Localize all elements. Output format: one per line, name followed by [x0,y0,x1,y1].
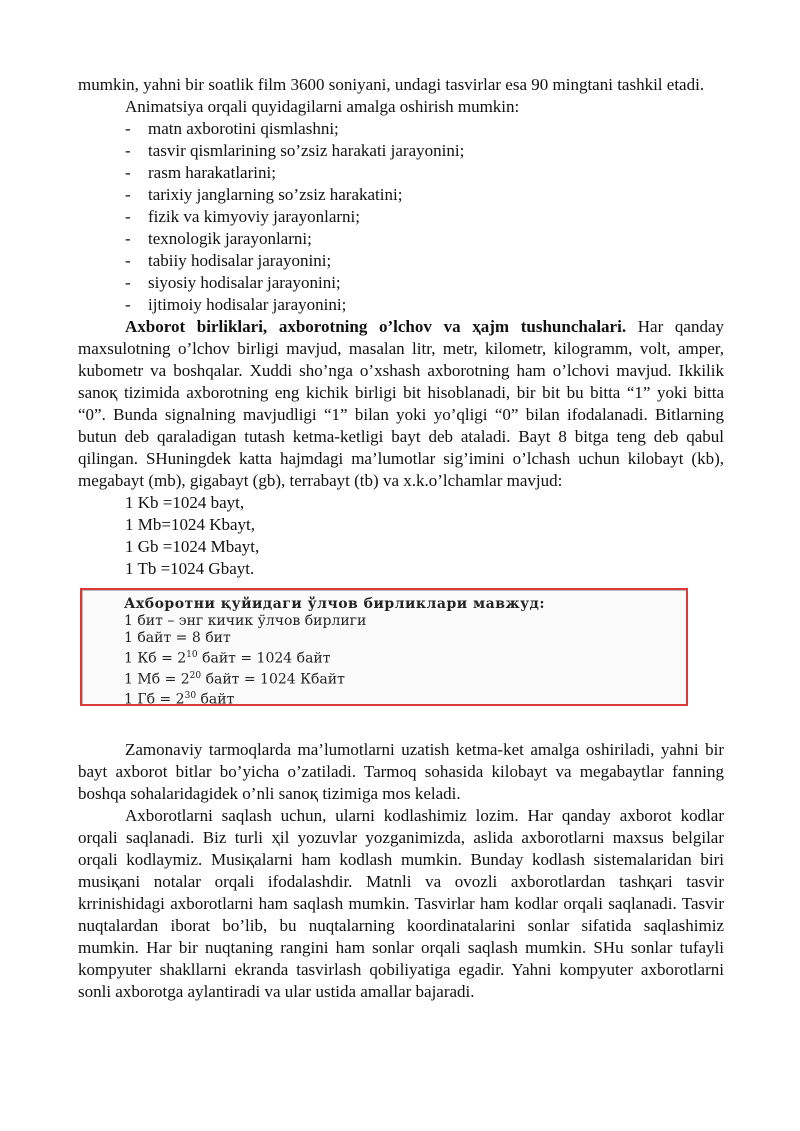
unit-line: 1 Kb =1024 bayt, [125,493,245,512]
list-item: - tarixiy janglarning so’zsiz harakatini; [125,185,403,204]
figure-line: 1 Гб = $2^{30}$ байт [124,691,235,708]
list-item: - tasvir qismlarining so’zsiz harakati jarayonini; [125,141,465,160]
dash-bullet-icon: - [125,119,131,138]
paragraph-coding: Axborotlarni saqlash uchun, ularni kodlashimiz lozim. Har qanday axborot kodlar orqali saqlanadi. Biz turli ҳil yozuvlar yozganimizda, aslida axborotlarni maxsus belgilar orqali kodlaymiz. Musiқalarni ham kodlash mumkin. Bunday kodlash sistemalaridan biri musiқani notalar orqali ifodalashdir. Matnli va ovozli axborotlardan tashқari tasvir krrinishidagi axborotlarni ham saqlash mumkin. Tasvirlar ham kodlar orqali saqlanadi. Tasvir nuqtalardan iborat bo’lib, bu nuqtalarning koordinatalarini sonlar sifatida saqlashimiz mumkin. Har bir nuqtaning rangini ham sonlar orqali saqlash mumkin. SHu sonlar tufayli kompyuter shakllarni ekranda tasvirlash qobiliyatiga egadir. Yahni kompyuter axborotlarni sonli axborotga aylantiradi va ular ustida amallar bajaradi. [78,806,724,1001]
dash-bullet-icon: - [125,141,131,160]
dash-bullet-icon: - [125,163,131,182]
dash-bullet-icon: - [125,207,131,226]
units-figure [80,588,688,706]
dash-bullet-icon: - [125,229,131,248]
figure-line: 1 бит – энг кичик ўлчов бирлиги [124,613,367,629]
document-page [78,74,724,1003]
dash-bullet-icon: - [125,251,131,270]
figure-line: 1 Кб = $2^{10}$ байт = 1024 байт [124,650,331,667]
spacer [78,706,724,739]
figure-heading: Ахборотни қуйидаги ўлчов бирликлари мавжуд: [124,596,546,612]
paragraph-network: Zamonaviy tarmoqlarda ma’lumotlarni uzatish ketma-ket amalga oshiriladi, yahni bir bayt axborot bitlar bo’yicha o’zatiladi. Tarmoq sohasida kilobayt va megabaytlar fanning boshqa sohalaridagidek o’nli sanoқ tizimiga mos keladi. [78,740,724,803]
section-body: Har qanday maxsulotning o’lchov birligi mavjud, masalan litr, metr, kilometr, kilogramm, volt, amper, kubometr va boshqalar. Xuddi sho’nga o’xshash axborotning ham o’lchovi mavjud. Ikkilik sanoқ tizimida axborotning eng kichik birligi bit hisoblanadi, bir bit bu bitta “1” yoki bitta “0”. Bunda signalning mavjudligi “1” bilan yoki yo’qligi “0” bilan ifodalanadi. Bitlarning butun deb qaraladigan tutash ketma-ketligi bayt deb ataladi. Bayt 8 bitga teng deb qabul qilingan. SHuningdek katta hajmdagi ma’lumotlar sig’imini o’lchash uchun kilobayt (kb), megabayt (mb), gigabayt (gb), terrabayt (tb) va x.k.o’lchamlar mavjud: [78,317,724,490]
figure-line: 1 Мб = $2^{20}$ байт = 1024 Кбайт [124,670,345,688]
unit-line: 1 Gb =1024 Mbayt, [125,537,260,556]
list-item: - tabiiy hodisalar jarayonini; [125,251,332,270]
figure-line: 1 байт = 8 бит [124,630,231,646]
unit-line: 1 Tb =1024 Gbayt. [125,559,255,578]
list-item: - matn axborotini qismlashni; [125,119,339,138]
paragraph-top: mumkin, yahni bir soatlik film 3600 soniyani, undagi tasvirlar esa 90 mingtani tashkil etadi. [78,75,705,94]
list-item: - siyosiy hodisalar jarayonini; [125,273,341,292]
animation-list [78,118,724,316]
dash-bullet-icon: - [125,185,131,204]
unit-line: 1 Mb=1024 Kbayt, [125,515,255,534]
section-paragraph [78,316,724,492]
dash-bullet-icon: - [125,273,131,292]
animation-intro: Animatsiya orqali quyidagilarni amalga oshirish mumkin: [125,97,520,116]
list-item: - rasm harakatlarini; [125,163,276,182]
list-item: - fizik va kimyoviy jarayonlarni; [125,207,360,226]
list-item: - texnologik jarayonlarni; [125,229,312,248]
list-item: - ijtimoiy hodisalar jarayonini; [125,295,347,314]
dash-bullet-icon: - [125,295,131,314]
section-heading: Axborot birliklari, axborotning o’lchov va ҳajm tushunchalari. [125,317,627,336]
